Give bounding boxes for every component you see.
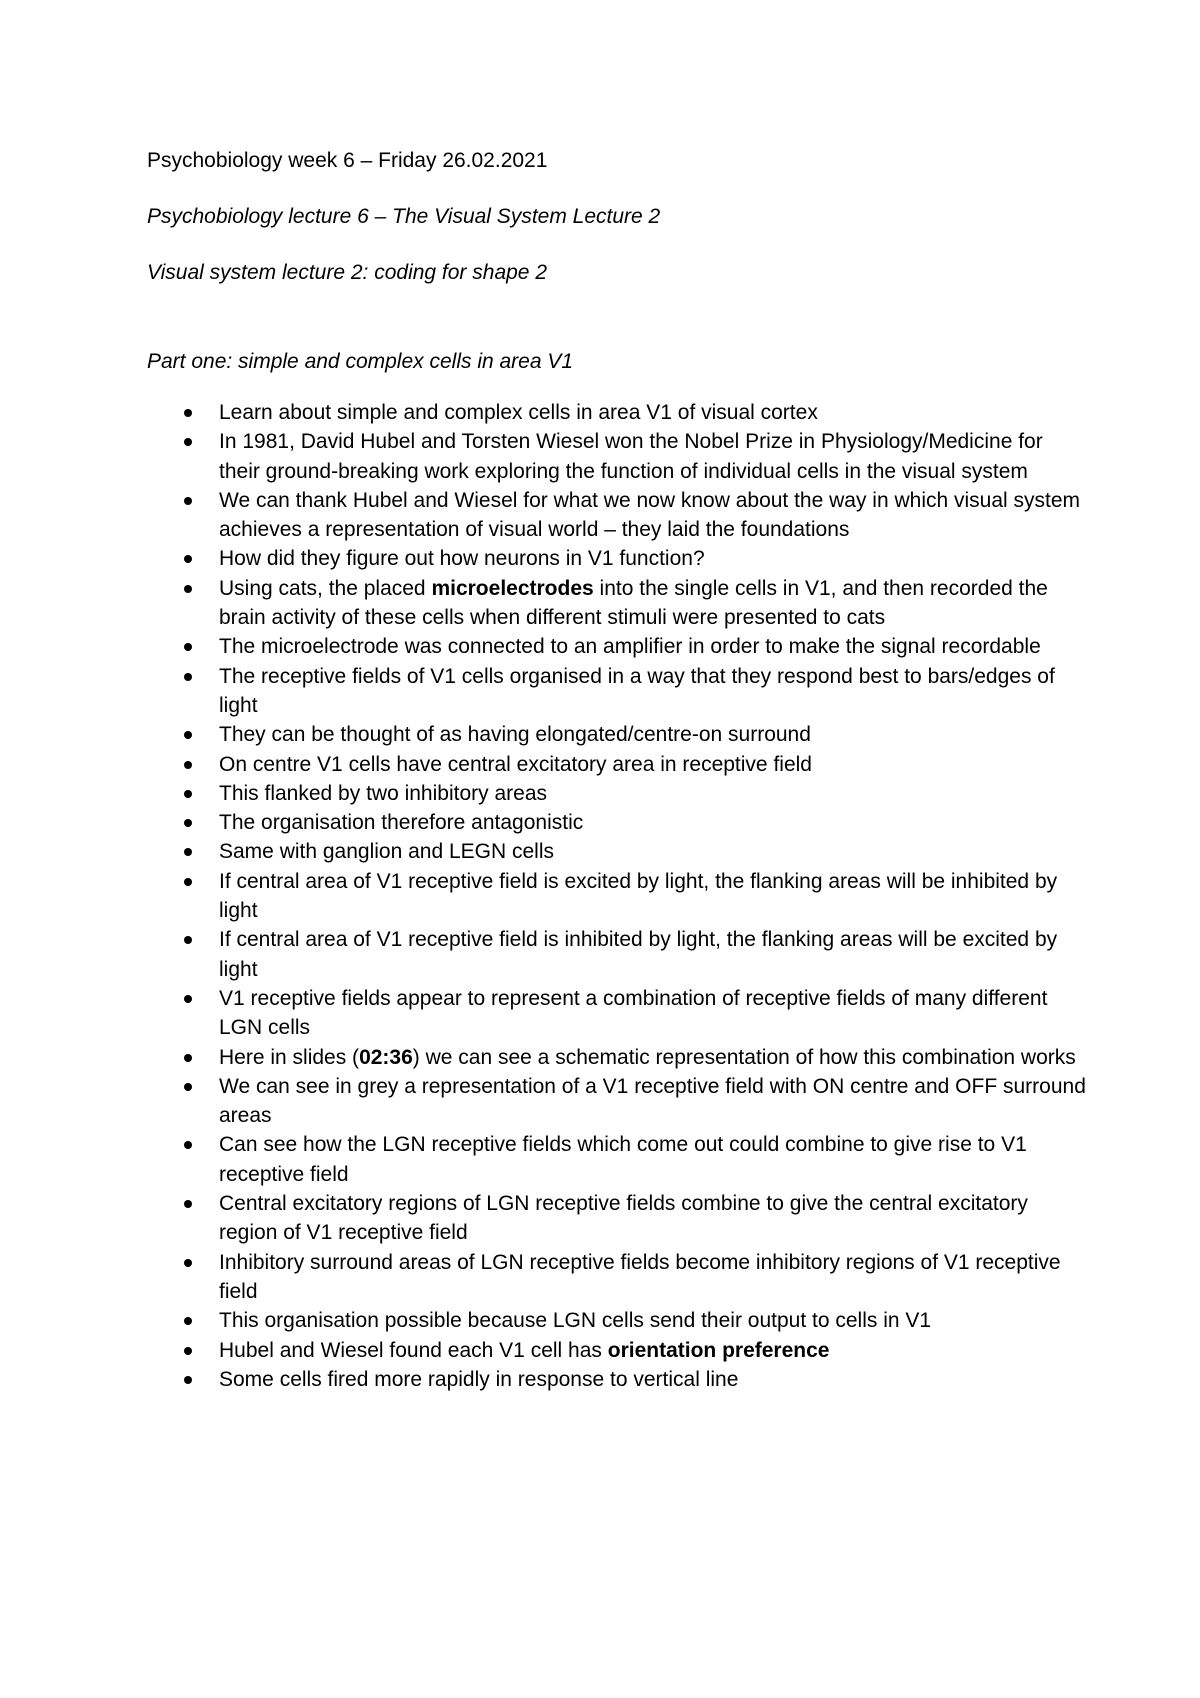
- list-item-text: Using cats, the placed: [219, 576, 432, 600]
- bullet-icon: [184, 1317, 192, 1325]
- list-item: [147, 1248, 1089, 1307]
- list-item-text: Learn about simple and complex cells in area V1 of visual cortex: [219, 401, 818, 424]
- list-item-text: We can see in grey a representation of a V1 receptive field with ON centre and OFF surround areas: [219, 1074, 1086, 1128]
- bullet-icon: [184, 673, 192, 681]
- bullet-icon: [184, 438, 192, 446]
- list-item: [147, 427, 1089, 486]
- part-heading: Part one: simple and complex cells in area V1: [147, 350, 574, 373]
- list-item: [147, 1043, 1089, 1072]
- bullet-icon: [184, 1054, 192, 1062]
- list-item-text: V1 receptive fields appear to represent a combination of receptive fields of many different LGN cells: [219, 986, 1048, 1040]
- list-item-text: Some cells fired more rapidly in response to vertical line: [219, 1367, 739, 1391]
- list-item-text: In 1981, David Hubel and Torsten Wiesel won the Nobel Prize in Physiology/Medicine for their ground-breaking work exploring the function of individual cells in the visual system: [219, 430, 1043, 483]
- bullet-icon: [184, 1141, 192, 1149]
- list-item: [147, 808, 1089, 837]
- bullet-icon: [184, 878, 192, 886]
- list-item-text: Inhibitory surround areas of LGN receptive fields become inhibitory regions of V1 receptive field: [219, 1250, 1061, 1303]
- bullet-icon: [184, 643, 192, 651]
- bullet-icon: [184, 1347, 192, 1355]
- bullet-icon: [184, 409, 192, 417]
- bullet-icon: [184, 731, 192, 739]
- list-item: [147, 867, 1089, 926]
- list-item-text: Can see how the LGN receptive fields which come out could combine to give rise to V1 receptive field: [219, 1133, 1027, 1186]
- bullet-icon: [184, 1200, 192, 1208]
- bullet-icon: [184, 936, 192, 944]
- list-item-bold-text: microelectrodes: [431, 576, 594, 600]
- list-item: [147, 632, 1089, 661]
- notes-bullet-list: [147, 398, 1086, 1394]
- list-item-text: The receptive fields of V1 cells organised in a way that they respond best to bars/edges of light: [219, 664, 1055, 717]
- list-item-text: The microelectrode was connected to an amplifier in order to make the signal recordable: [219, 635, 1041, 659]
- lecture-subtitle: Visual system lecture 2: coding for shape 2: [147, 261, 547, 284]
- bullet-icon: [184, 819, 192, 827]
- list-item-text: The organisation therefore antagonistic: [219, 811, 584, 835]
- list-item: [147, 720, 1089, 749]
- bullet-icon: [184, 1376, 192, 1384]
- list-item-text: into the single cells in V1, and then recorded the brain activity of these cells when different stimuli were presented to cats: [219, 576, 1048, 630]
- document-title: Psychobiology week 6 – Friday 26.02.2021: [147, 149, 548, 172]
- list-item: [147, 486, 1089, 545]
- list-item: [147, 1072, 1089, 1131]
- list-item: [147, 1365, 1089, 1394]
- list-item: [147, 925, 1089, 984]
- lecture-title: Psychobiology lecture 6 – The Visual System Lecture 2: [147, 205, 661, 228]
- list-item: [147, 1336, 1089, 1365]
- list-item: [147, 1306, 1089, 1335]
- bullet-icon: [184, 497, 192, 505]
- list-item: [147, 574, 1089, 633]
- list-item-text: This organisation possible because LGN cells send their output to cells in V1: [219, 1309, 932, 1333]
- bullet-icon: [184, 555, 192, 563]
- bullet-icon: [184, 1083, 192, 1091]
- list-item-text: This flanked by two inhibitory areas: [219, 781, 547, 805]
- list-item-bold-text: 02:36: [359, 1045, 413, 1069]
- list-item-text: On centre V1 cells have central excitatory area in receptive field: [219, 752, 812, 776]
- bullet-icon: [184, 585, 192, 593]
- list-item-text: ) we can see a schematic representation of how this combination works: [412, 1045, 1076, 1069]
- list-item-text: Hubel and Wiesel found each V1 cell has: [219, 1338, 608, 1362]
- list-item-text: How did they figure out how neurons in V1 function?: [219, 547, 705, 571]
- document-body: [147, 146, 1086, 1394]
- list-item: [147, 544, 1089, 573]
- list-item-text: If central area of V1 receptive field is excited by light, the flanking areas will be inhibited by light: [219, 869, 1058, 923]
- list-item-text: Same with ganglion and LEGN cells: [219, 840, 555, 864]
- list-item: [147, 837, 1089, 866]
- list-item: [147, 662, 1089, 721]
- list-item: [147, 779, 1089, 808]
- list-item-text: We can thank Hubel and Wiesel for what we now know about the way in which visual system achieves a representation of visual world – they laid the foundations: [219, 488, 1081, 542]
- bullet-icon: [184, 848, 192, 856]
- bullet-icon: [184, 761, 192, 769]
- bullet-icon: [184, 995, 192, 1003]
- list-item: [147, 984, 1089, 1043]
- bullet-icon: [184, 1259, 192, 1267]
- list-item: [147, 398, 1089, 427]
- list-item-text: Central excitatory regions of LGN receptive fields combine to give the central excitatory region of V1 receptive field: [219, 1192, 1028, 1245]
- list-item-text: They can be thought of as having elongated/centre-on surround: [219, 723, 811, 747]
- list-item-text: If central area of V1 receptive field is inhibited by light, the flanking areas will be excited by light: [219, 928, 1058, 981]
- list-item-bold-text: orientation preference: [607, 1338, 830, 1362]
- list-item: [147, 1130, 1089, 1189]
- bullet-icon: [184, 790, 192, 798]
- list-item-text: Here in slides (: [219, 1045, 360, 1069]
- list-item: [147, 750, 1089, 779]
- list-item: [147, 1189, 1089, 1248]
